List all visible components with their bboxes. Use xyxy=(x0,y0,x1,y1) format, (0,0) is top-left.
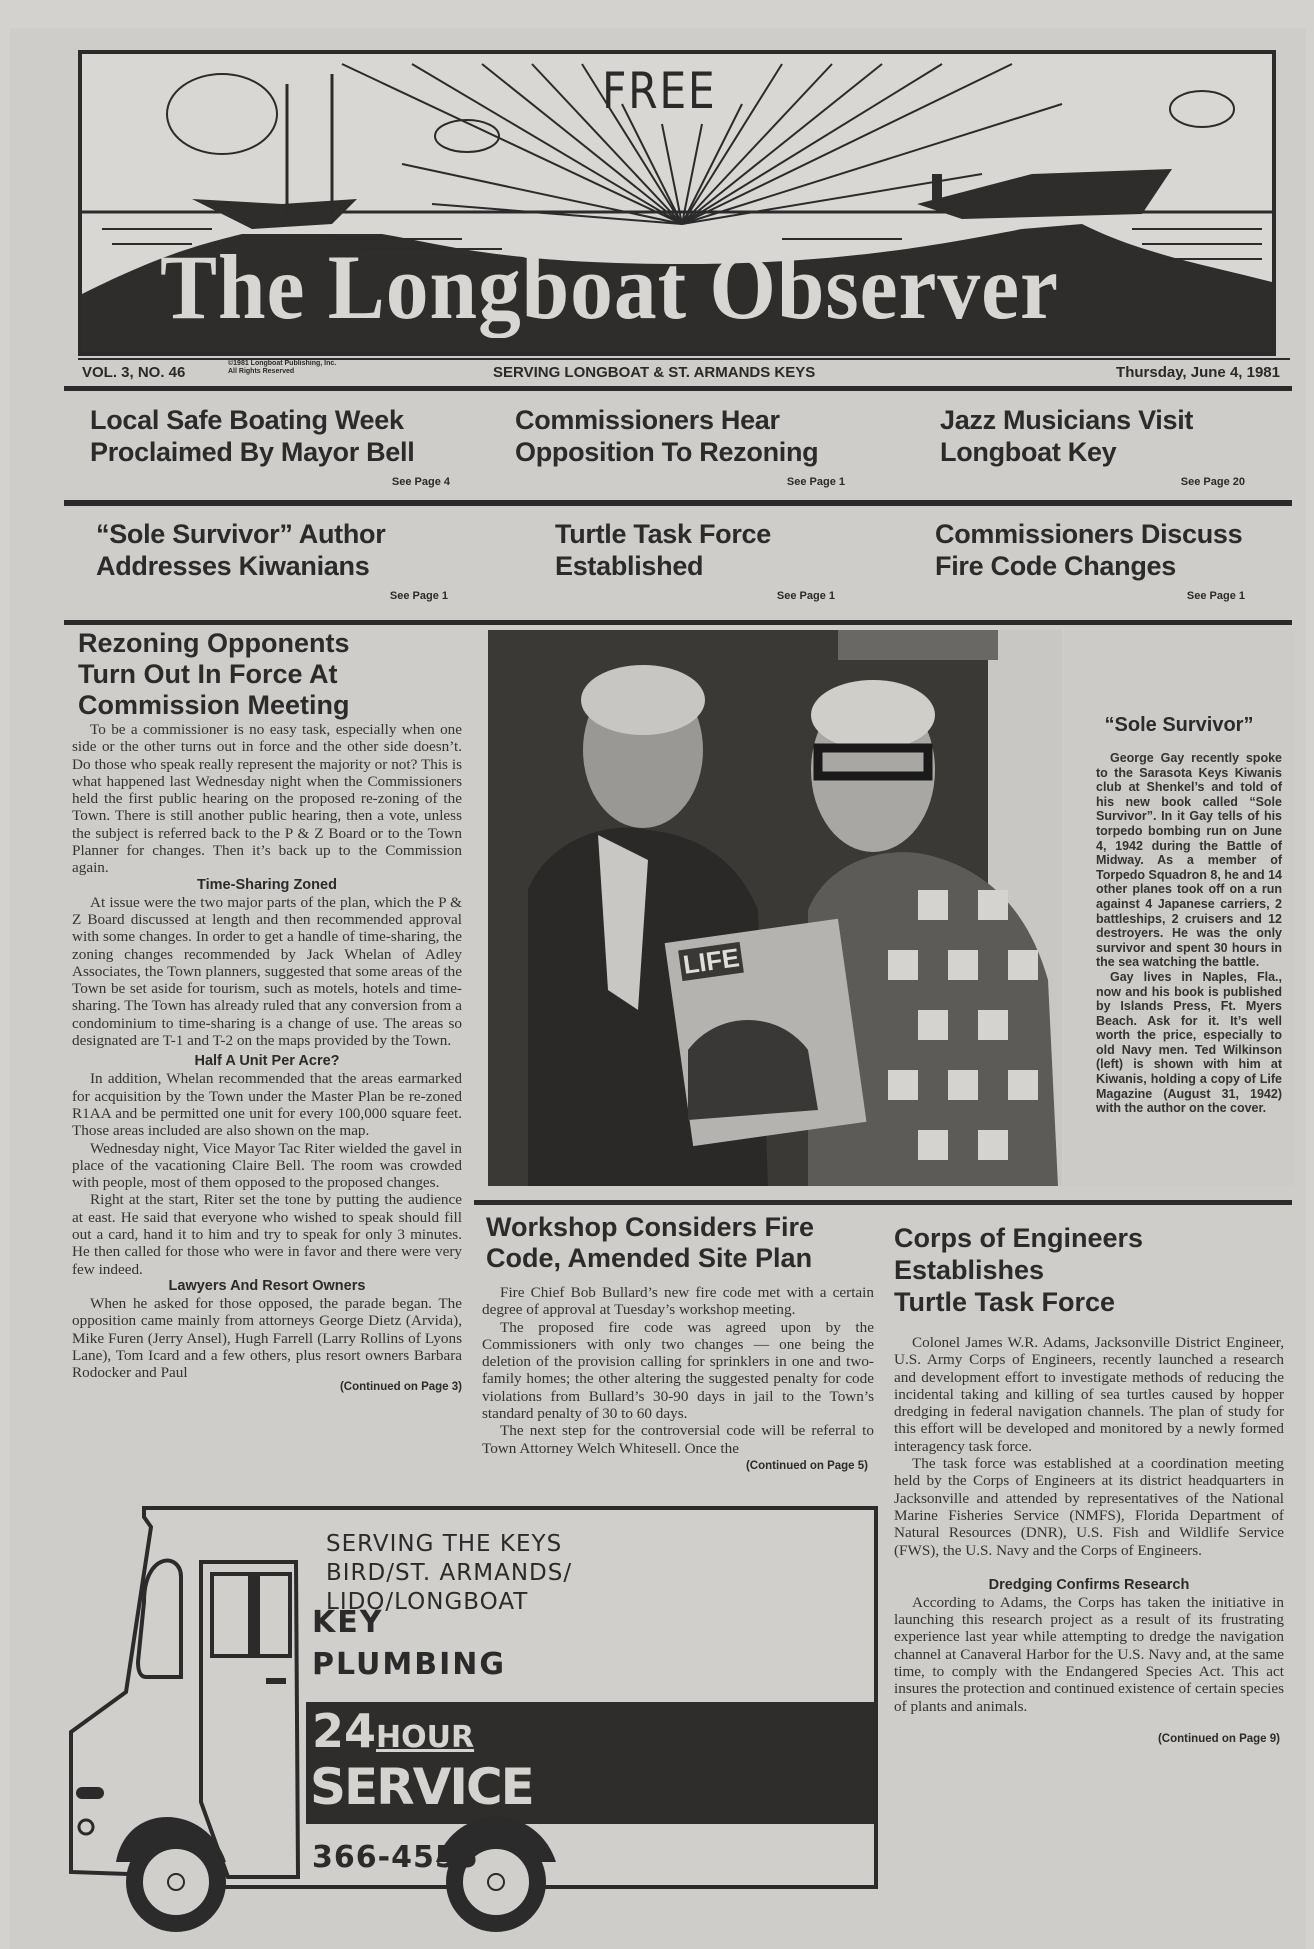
article-workshop xyxy=(482,1212,874,1472)
continued-link[interactable]: (Continued on Page 3) xyxy=(339,1381,462,1394)
article-body xyxy=(894,1334,1284,1715)
page-reference: See Page 1 xyxy=(389,590,448,602)
subhead: Half A Unit Per Acre? xyxy=(194,1053,340,1070)
ad-phone-number[interactable]: 366-4555 xyxy=(312,1840,479,1875)
paragraph: At issue were the two major parts of the plan, which the P & Z Board discussed at length and then recommended approval with some changes. In order to get a handle of time-sharing, the zoning changes recommended by Jack Whelan of Adley Associates, the Town planners, suggested that some areas of the Town be set aside for tourism, such as motels, hotels and time-sharing. The Town has already ruled that any conversion from a condominium to time-sharing is a change of use. The areas so designated are T-1 and T-2 on the maps provided by the Town. xyxy=(72,893,462,1050)
teaser-boating-week[interactable] xyxy=(90,404,450,494)
teaser-title: Established xyxy=(555,551,704,581)
ad-company-name xyxy=(312,1602,506,1686)
subhead: Lawyers And Resort Owners xyxy=(168,1277,366,1294)
caption-body xyxy=(1064,751,1294,1116)
subhead: Dredging Confirms Research xyxy=(988,1576,1190,1593)
copyright-line: ©1981 Longboat Publishing, Inc. xyxy=(228,360,337,367)
photo-wilkinson-gay xyxy=(488,630,1062,1186)
headline-line: Code, Amended Site Plan xyxy=(486,1243,813,1273)
teaser-title: Local Safe Boating Week xyxy=(90,405,404,435)
newspaper-title: The Longboat Observer xyxy=(160,236,1059,338)
teaser-title: “Sole Survivor” Author xyxy=(96,519,386,549)
paragraph: In addition, Whelan recommended that the areas earmarked for acquisition by the Town under the Master Plan be re-zoned R1AA and be permitted one unit for every 100,000 square feet. Those areas included are also shown on the map. xyxy=(72,1070,462,1140)
teaser-rezoning[interactable] xyxy=(515,404,845,494)
ad-text-line: LIDO/LONGBOAT xyxy=(326,1589,529,1615)
paragraph: Wednesday night, Vice Mayor Tac Riter wielded the gavel in place of the vacationing Claire Bell. The room was crowded with people, most of them opposed to the proposed changes. xyxy=(72,1139,462,1192)
ad-badge-hour: HOUR xyxy=(376,1720,475,1755)
continued-link[interactable]: (Continued on Page 9) xyxy=(1157,1732,1280,1745)
caption-title: “Sole Survivor” xyxy=(1104,714,1254,736)
teaser-title: Addresses Kiwanians xyxy=(96,551,370,581)
issue-info-bar xyxy=(78,360,1288,386)
ad-text-line: BIRD/ST. ARMANDS/ xyxy=(326,1560,573,1586)
issue-date: Thursday, June 4, 1981 xyxy=(1116,364,1280,381)
divider xyxy=(474,1200,1292,1205)
ad-badge-number: 24 xyxy=(312,1704,377,1758)
article-headline xyxy=(78,628,462,721)
paragraph: When he asked for those opposed, the parade began. The opposition came mainly from attorneys George Dietz (Arvida), Mike Furen (Jerry Ansel), Hugh Farrell (Larry Rollins of Lyons Lane), Tom Icard and a few others, plus resort owners Barbara Rodocker and Paul xyxy=(72,1294,462,1382)
volume-number: VOL. 3, NO. 46 xyxy=(82,364,186,381)
ad-24-hour-badge xyxy=(312,1706,474,1763)
ad-text-line: KEY xyxy=(312,1605,384,1640)
article-headline xyxy=(894,1222,1284,1318)
teaser-title: Turtle Task Force xyxy=(555,519,771,549)
headline-line: Corps of Engineers xyxy=(894,1223,1144,1253)
teaser-title: Jazz Musicians Visit xyxy=(940,405,1194,435)
teaser-title: Commissioners Hear xyxy=(515,405,780,435)
paragraph: George Gay recently spoke to the Sarasota Keys Kiwanis club at Shenkel’s and told of his new book called “Sole Survivor”. In it Gay tells of his torpedo bombing run on June 4, 1942 during the Battle of Midway. As a member of Torpedo Squadron 8, he and 14 other planes took off on a run against 4 Japanese carriers, 2 battleships, 2 cruisers and 12 destroyers. He was the only survivor and spent 30 hours in the sea watching the battle. xyxy=(1096,751,1282,970)
headline-line: Turn Out In Force At xyxy=(78,659,338,689)
teaser-title: Fire Code Changes xyxy=(935,551,1176,581)
teaser-title: Proclaimed By Mayor Bell xyxy=(90,437,415,467)
life-magazine-logo: LIFE xyxy=(678,942,744,981)
paragraph: The proposed fire code was agreed upon by the Commissioners with only two changes — one being the deletion of the provision calling for sprinklers in one and two-family homes; the other altering the suggested penalty for code violations from Bullard’s 30-90 days in jail to the Town’s standard penalty of 30 to 60 days. xyxy=(482,1318,874,1423)
teaser-title: Commissioners Discuss xyxy=(935,519,1243,549)
continued-link[interactable]: (Continued on Page 5) xyxy=(745,1459,868,1472)
ad-service-text: SERVICE xyxy=(310,1758,533,1816)
article-corps-turtle xyxy=(894,1222,1284,1745)
teaser-sole-survivor[interactable] xyxy=(96,518,448,608)
divider xyxy=(64,500,1292,506)
divider xyxy=(64,386,1292,391)
paragraph: The next step for the controversial code will be referral to Town Attorney Welch Whitesell. Once the xyxy=(482,1422,874,1457)
headline-line: Rezoning Opponents xyxy=(78,628,350,658)
page-reference: See Page 1 xyxy=(1186,590,1245,602)
page-reference: See Page 1 xyxy=(776,590,835,602)
teaser-fire-code[interactable] xyxy=(935,518,1245,608)
paragraph: Right at the start, Riter set the tone by putting the audience at east. He said that everyone who wished to speak should fill out a card, hand it to him and try to speak for only 3 minutes. He then called for those who were in favor and there were very few indeed. xyxy=(72,1191,462,1278)
page-reference: See Page 1 xyxy=(786,476,845,488)
ad-text-line: SERVING THE KEYS xyxy=(326,1531,563,1557)
advertisement-key-plumbing[interactable] xyxy=(66,1502,880,1942)
paragraph: To be a commissioner is no easy task, especially when one side or the other turns out in force and the other side doesn’t. Do those who speak really represent the majority or not? This is what happened last Wednesday night when the Commissioners held the first public hearing on the proposed re-zoning of the Town. There is still another public hearing, then a vote, unless the subject is referred back to the P & Z Board or to the Town Planner for changes. Then it’s back up to the Commission again. xyxy=(72,721,462,877)
teaser-title: Longboat Key xyxy=(940,437,1117,467)
page-reference: See Page 20 xyxy=(1180,476,1245,488)
paragraph: Fire Chief Bob Bullard’s new fire code met with a certain degree of approval at Tuesday’s workshop meeting. xyxy=(482,1284,874,1319)
headline-line: Workshop Considers Fire xyxy=(486,1212,815,1242)
headline-line: Turtle Task Force xyxy=(894,1287,1116,1317)
divider xyxy=(64,620,1292,625)
photo-caption xyxy=(1064,630,1294,1186)
copyright-notice xyxy=(228,360,336,376)
headline-line: Establishes xyxy=(894,1255,1045,1285)
article-body xyxy=(72,721,462,1381)
paragraph: The task force was established at a coordination meeting held by the Corps of Engineers at its district headquarters in Jacksonville and attended by representatives of the National Marine Fisheries Service (NMFS), Florida Department of Natural Resources (DNR), U.S. Fish and Wildlife Service (FWS), the U.S. Navy and the Corps of Engineers. xyxy=(894,1455,1284,1559)
photo-image xyxy=(488,630,1062,1186)
price-label: FREE xyxy=(602,62,717,120)
teaser-jazz[interactable] xyxy=(940,404,1245,494)
paragraph: Gay lives in Naples, Fla., now and his book is published by Islands Press, Ft. Myers Beach. Ask for it. It’s well worth the price, especially to old Navy men. Ted Wilkinson (left) is shown with him at Kiwanis, holding a copy of Life Magazine (August 31, 1942) with the author on the cover. xyxy=(1096,969,1282,1116)
article-rezoning xyxy=(72,628,462,1393)
paragraph: According to Adams, the Corps has taken the initiative in launching this research project as a result of its frustrating experience last year while attempting to dredge the navigation channel at Canaveral Harbor for the U.S. Navy and, at the same time, to comply with the Endangered Species Act. This act insures the protection and continued existence of certain species of plants and animals. xyxy=(894,1593,1284,1715)
headline-line: Commission Meeting xyxy=(78,690,350,720)
article-headline xyxy=(486,1212,874,1274)
teaser-turtle-task-force[interactable] xyxy=(555,518,835,608)
page-reference: See Page 4 xyxy=(391,476,450,488)
teaser-title: Opposition To Rezoning xyxy=(515,437,819,467)
paragraph: Colonel James W.R. Adams, Jacksonville District Engineer, U.S. Army Corps of Engineers, recently launched a research and development effort to investigate methods of reducing the incidental taking and killing of sea turtles caused by hopper dredging in federal navigation channels. The plan of study for this effort will be developed and monitored by a newly formed interagency task force. xyxy=(894,1334,1284,1455)
article-body xyxy=(482,1284,874,1457)
copyright-line: All Rights Reserved xyxy=(228,368,295,375)
subhead: Time-Sharing Zoned xyxy=(197,876,337,893)
masthead xyxy=(78,50,1276,356)
serving-area: SERVING LONGBOAT & ST. ARMANDS KEYS xyxy=(493,364,816,381)
ad-text-line: PLUMBING xyxy=(312,1647,507,1682)
